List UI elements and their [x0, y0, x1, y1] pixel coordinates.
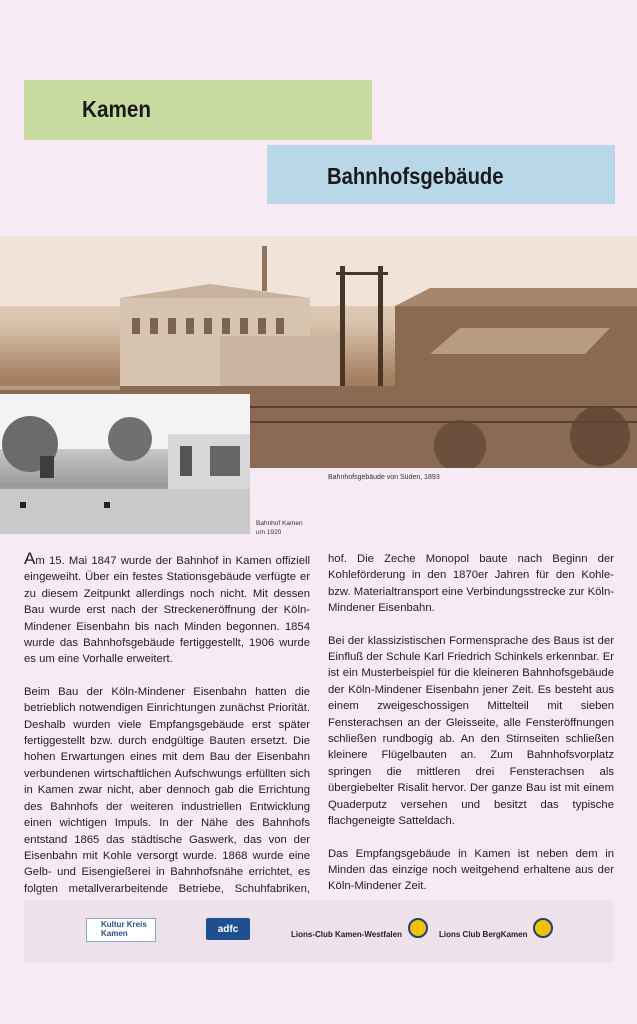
station-1920-photo	[0, 394, 250, 534]
small-photo-caption-line2: um 1920	[256, 529, 282, 536]
drop-cap: A	[24, 549, 36, 568]
city-title-bar	[24, 80, 372, 140]
lions-emblem-icon	[408, 918, 428, 938]
paragraph-2: Beim Bau der Köln-Mindener Eisenbahn hatten die betrieblich notwendigen Einrichtungen zunächst Priorität. Deshalb wurden viele Empfangsgebäude erst später fertiggestellt bzw. durch endgültige Bauten ersetzt. Die hohen Erwartungen eines mit dem Bau der Eisenbahn verbundenen wirtschaftlichen Aufschwungs erfüllten sich in Kamen zwar nicht, aber dennoch gab die Errichtung des Bahnhofs der weiteren industriellen Entwicklung einen wichtigen Impuls. In der Nähe des Bahnhofs entstand 1865 das städtische Gaswerk, das von der Eisenbahn mit Kohle versorgt wurde. 1868 wurde eine Gelb- und Eisengießerei in Bahnhofsnähe errichtet, es folgten metallverarbeitende Betriebe, Schuhfabriken,	[24, 685, 310, 895]
subject-title: Bahnhofsgebäude	[327, 163, 504, 189]
lions-bergkamen-label: Lions Club BergKamen	[439, 929, 528, 939]
small-photo-caption	[256, 519, 316, 537]
text-column-right	[328, 551, 614, 911]
kulturkreis-logo-text	[101, 920, 147, 938]
kulturkreis-line1: Kultur Kreis	[101, 920, 147, 929]
city-title: Kamen	[82, 96, 152, 122]
paragraph-3: hof. Die Zeche Monopol baute nach Beginn der Kohleförderung in den 1870er Jahren für den Kohle- bzw. Materialtransport eine Verbindungsstrecke zur Köln-Mindener Eisenbahn.	[328, 553, 614, 615]
station-1920-illustration	[0, 394, 250, 534]
kulturkreis-logo-box	[86, 918, 156, 942]
lions-kamen-logo	[291, 924, 428, 944]
paragraph-1	[24, 551, 310, 668]
text-column-left	[24, 551, 310, 930]
kulturkreis-line2: Kamen	[101, 929, 128, 938]
sponsor-footer	[24, 900, 613, 962]
kulturkreis-logo	[86, 918, 156, 942]
subject-title-bar	[267, 145, 615, 204]
paragraph-1-text: m 15. Mai 1847 wurde der Bahnhof in Kamen offiziell eingeweiht. Über ein festes Stationsgebäude verfügte er zu diesem Zeitpunkt allerdings noch nicht. Mit dessen Bau wurde erst nach der Streckeneröffnung der Köln-Mindener Eisenbahn bis nach Minden begonnen. 1854 wurde das Bahnhofsgebäude fertiggestellt, 1906 wurde es um eine Vorhalle erweitert.	[24, 555, 310, 666]
adfc-logo: adfc	[206, 918, 250, 940]
paragraph-4: Bei der klassizistischen Formensprache des Baus ist der Einfluß der Schule Karl Friedrich Schinkels erkennbar. Er ist ein Musterbeispiel für die kleineren Bahnhofsgebäude der Köln-Mindener Eisenbahn jener Zeit. Es besteht aus einem zweigeschossigen Mittelteil mit sieben Fensterachsen an der Gleisseite, alle Fensteröffnungen schließen rundbogig ab. An den Stirnseiten schließen kleinere Flügelbauten an. Zum Bahnhofsvorplatz springen die mittleren drei Fensterachsen als übergiebelter Risalit hervor. Der ganze Bau ist mit einem Quaderputz versehen und besitzt das typische flachgeneigte Satteldach.	[328, 634, 614, 828]
lions-emblem-icon	[533, 918, 553, 938]
main-photo-caption: Bahnhofsgebäude von Süden, 1893	[328, 474, 440, 481]
lions-bergkamen-logo	[439, 924, 553, 944]
lions-kamen-label: Lions-Club Kamen-Westfalen	[291, 929, 402, 939]
small-photo-caption-line1: Bahnhof Kamen	[256, 520, 303, 527]
paragraph-5: Das Empfangsgebäude in Kamen ist neben dem in Minden das einzige noch weitgehend erhaltene aus der Köln-Mindener Zeit.	[328, 847, 614, 893]
